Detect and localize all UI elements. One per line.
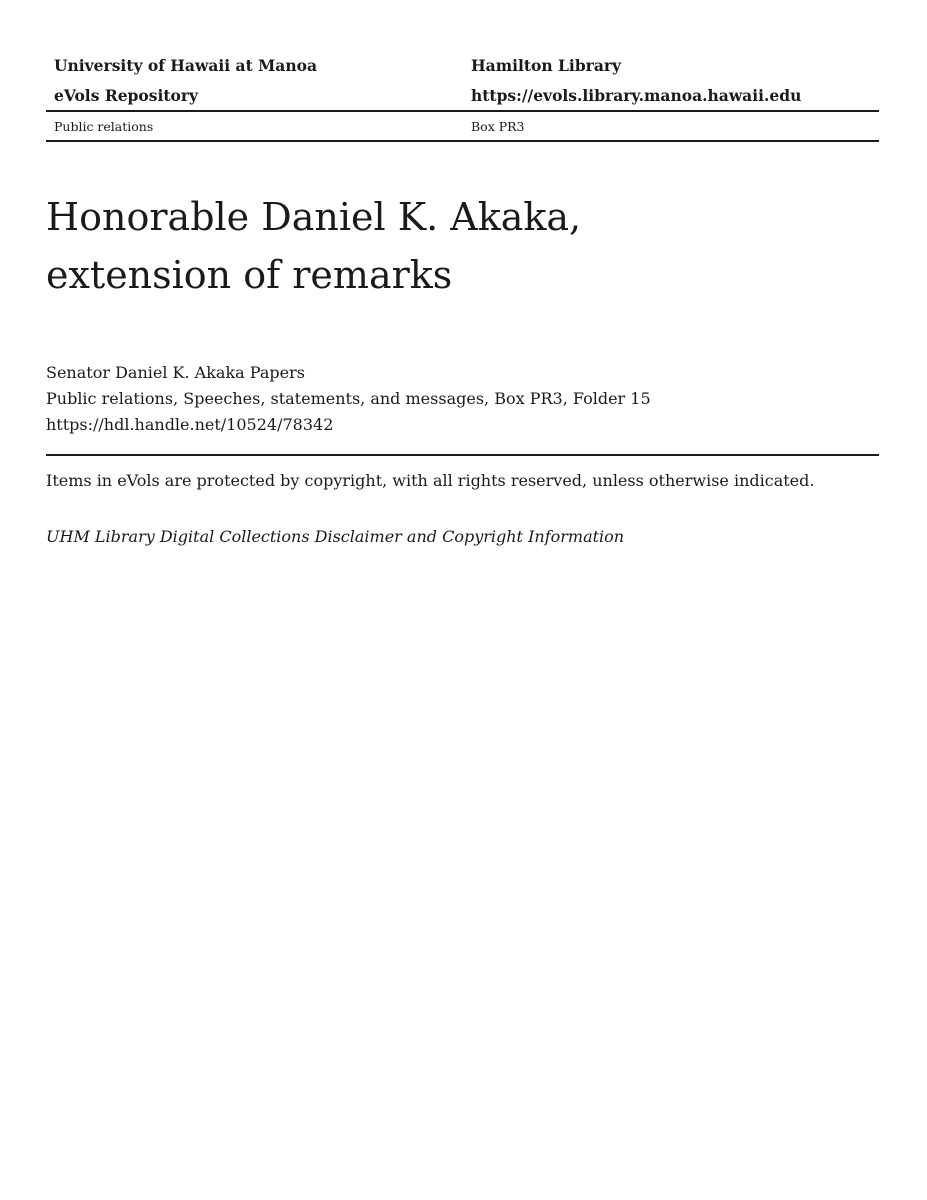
- document-metadata: [46, 360, 879, 438]
- header-row-2: [46, 80, 879, 110]
- cover-page: [46, 0, 879, 1200]
- rights-statement: Items in eVols are protected by copyright, with all rights reserved, unless otherwise indicated.: [46, 471, 815, 490]
- document-title: [46, 188, 879, 304]
- document-title-line-1: Honorable Daniel K. Akaka,: [46, 195, 582, 239]
- box-label: Box PR3: [471, 118, 525, 134]
- disclaimer-link[interactable]: UHM Library Digital Collections Disclaimer and Copyright Information: [46, 527, 625, 546]
- repository-name: eVols Repository: [54, 85, 199, 105]
- document-title-line-2: extension of remarks: [46, 253, 453, 297]
- header-row-3: [46, 112, 879, 140]
- folder-location: Public relations, Speeches, statements, and messages, Box PR3, Folder 15: [46, 389, 651, 408]
- repository-url-link[interactable]: https://evols.library.manoa.hawaii.edu: [471, 85, 802, 105]
- collection-series: Public relations: [54, 118, 154, 134]
- header-table: [46, 50, 879, 142]
- library-name: Hamilton Library: [471, 55, 622, 75]
- header-row-1: [46, 50, 879, 80]
- institution-name: University of Hawaii at Manoa: [54, 55, 317, 75]
- collection-name: Senator Daniel K. Akaka Papers: [46, 363, 305, 382]
- handle-link[interactable]: https://hdl.handle.net/10524/78342: [46, 415, 334, 434]
- metadata-divider: [46, 454, 879, 456]
- header-divider-bottom: [46, 140, 879, 142]
